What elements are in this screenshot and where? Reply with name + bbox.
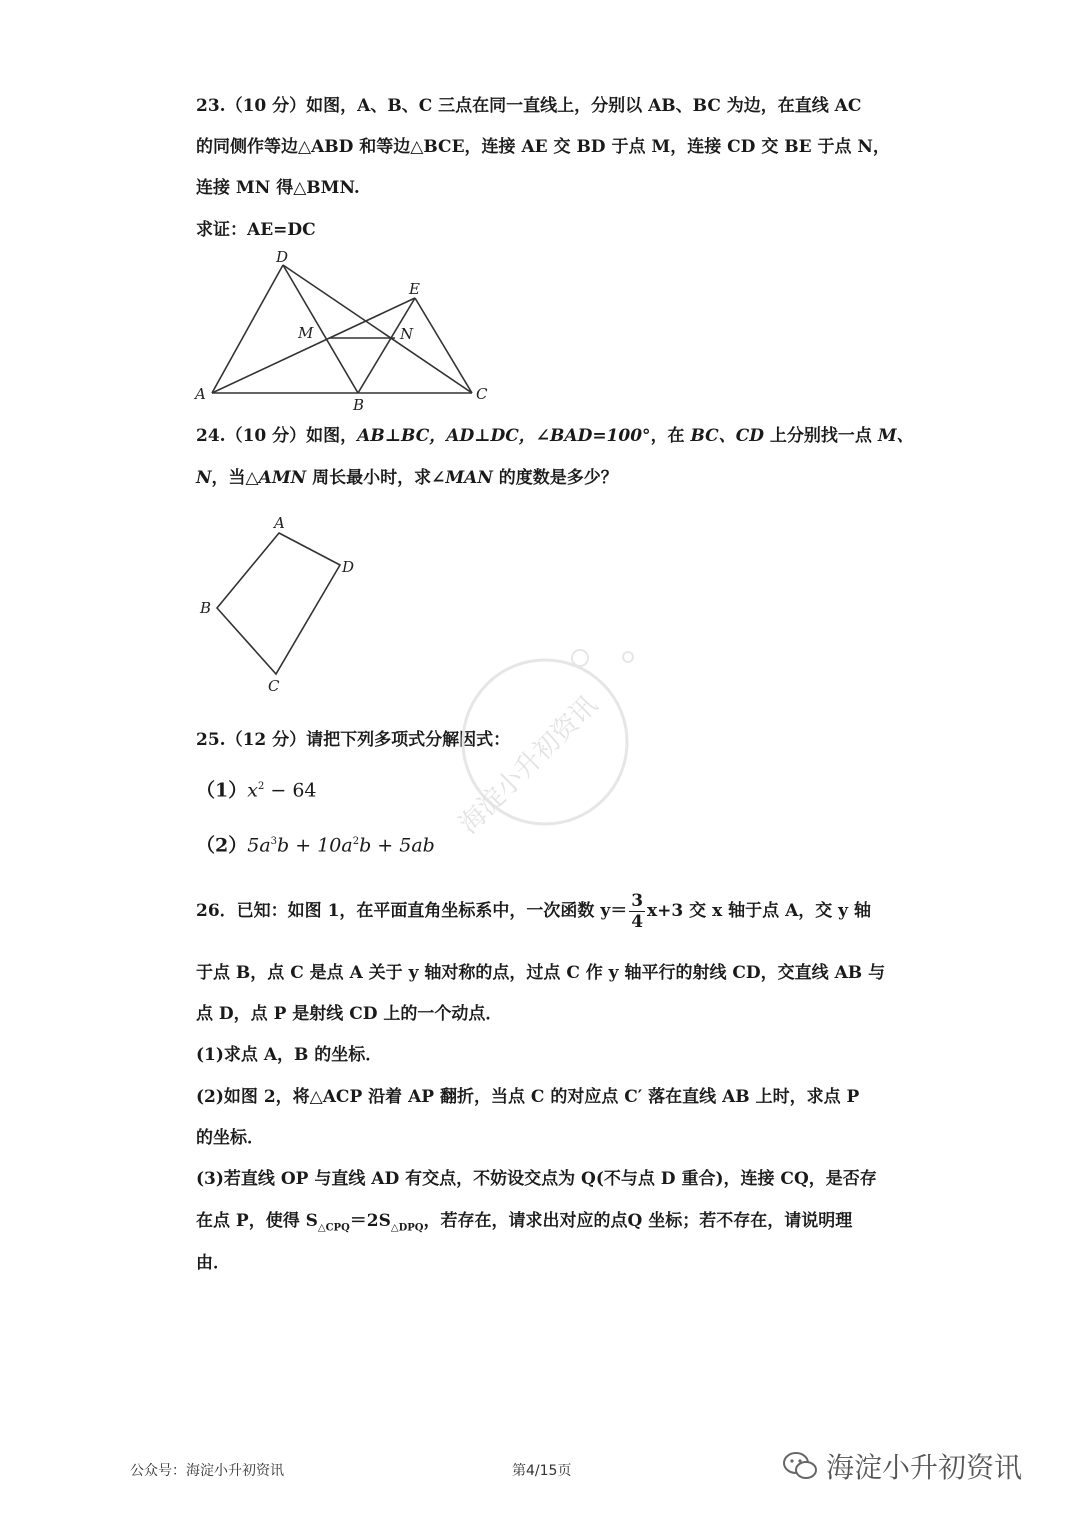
q26-frac-den: 4 bbox=[631, 912, 644, 932]
q26-fraction bbox=[629, 891, 645, 932]
q26-line2: 于点 B，点 C 是点 A 关于 y 轴对称的点，过点 C 作 y 轴平行的射线 CD，交直线 AB 与 bbox=[196, 963, 886, 983]
q23-line3: 连接 MN 得△BMN. bbox=[196, 178, 360, 198]
footer-account: 公众号：海淀小升初资讯 bbox=[130, 1463, 284, 1479]
q24-l2c: AMN bbox=[258, 468, 307, 488]
q26-l8-sub1: △CPQ bbox=[317, 1222, 350, 1234]
q23-label-b: B bbox=[353, 396, 365, 413]
q25-p2-label: （2） bbox=[196, 834, 248, 857]
q23-prove: 求证：AE=DC bbox=[196, 220, 316, 240]
q24-line2 bbox=[196, 466, 618, 490]
q23-label-c: C bbox=[476, 385, 488, 403]
q23-line-ec bbox=[415, 298, 472, 393]
q25-p2-c: b + 5ab bbox=[359, 834, 435, 857]
q26-l8-sub2: △DPQ bbox=[390, 1222, 424, 1234]
q23-line2: 的同侧作等边△ABD 和等边△BCE，连接 AE 交 BD 于点 M，连接 CD 交 BE 于点 N， bbox=[196, 137, 890, 157]
q25-part2 bbox=[196, 830, 435, 857]
q26-line5: (2)如图 2，将△ACP 沿着 AP 翻折，当点 C 的对应点 C′ 落在直线 AB 上时，求点 P bbox=[196, 1087, 860, 1107]
q26-line6: 的坐标． bbox=[196, 1128, 264, 1148]
q24-label-b: B bbox=[200, 599, 212, 617]
footer-page-number: 第4/15页 bbox=[512, 1463, 572, 1479]
q24-quadrilateral bbox=[217, 533, 340, 674]
q24-l1d: BC、CD bbox=[690, 426, 764, 446]
q25-p2-b-exp: 2 bbox=[352, 836, 360, 847]
q26-line7: (3)若直线 OP 与直线 AD 有交点，不妨设交点为 Q(不与点 D 重合)，连接 CQ，是否存 bbox=[196, 1169, 877, 1189]
stamp-text: 海淀小升初资讯 bbox=[453, 690, 604, 840]
q26-l8a: 在点 P，使得 S bbox=[196, 1211, 318, 1231]
q25-p1-label: （1） bbox=[196, 779, 248, 802]
q26-line4: (1)求点 A，B 的坐标． bbox=[196, 1045, 383, 1065]
q24-l2b: ，当△ bbox=[211, 468, 259, 488]
q23-line-ae bbox=[212, 298, 415, 393]
q24-l2e: MAN bbox=[445, 468, 493, 488]
q24-l1c: ，在 bbox=[650, 426, 691, 446]
q25-p1-exp: 2 bbox=[257, 781, 265, 792]
q24-l1a: 24.（10 分）如图， bbox=[196, 426, 358, 446]
q23-label-d: D bbox=[276, 248, 289, 266]
q24-label-c: C bbox=[268, 677, 280, 695]
q25-title: 25.（12 分）请把下列多项式分解因式： bbox=[196, 730, 511, 750]
q23-figure bbox=[190, 248, 500, 413]
q26-line8 bbox=[196, 1209, 852, 1240]
q23-line-db bbox=[283, 265, 358, 393]
q24-label-d: D bbox=[342, 558, 355, 576]
q23-label-m: M bbox=[298, 324, 314, 342]
q24-l2d: 周长最小时，求∠ bbox=[306, 468, 446, 488]
q26-line9: 由． bbox=[196, 1253, 230, 1273]
q23-label-n: N bbox=[400, 325, 414, 343]
footer-watermark: 海淀小升初资讯 bbox=[826, 1451, 1023, 1484]
q24-l1f: M、 bbox=[877, 426, 914, 446]
q26-l1b: x+3 交 x 轴于点 A，交 y 轴 bbox=[647, 901, 871, 921]
q26-l1a: 26．已知：如图 1，在平面直角坐标系中，一次函数 y＝ bbox=[196, 901, 628, 921]
q23-line-be bbox=[358, 298, 415, 393]
q26-l8b: ＝2S bbox=[349, 1211, 391, 1231]
wechat-icon bbox=[782, 1450, 818, 1482]
q25-p2-a-exp: 3 bbox=[270, 836, 278, 847]
q24-figure bbox=[190, 508, 370, 698]
q23-line-ad bbox=[212, 265, 283, 393]
q25-p1-rest: − 64 bbox=[264, 779, 317, 802]
q24-l1b: AB⊥BC，AD⊥DC，∠BAD=100° bbox=[357, 426, 651, 446]
q23-label-e: E bbox=[409, 280, 420, 298]
q24-l2f: 的度数是多少？ bbox=[492, 468, 618, 488]
q25-part1 bbox=[196, 775, 317, 802]
q26-line1 bbox=[196, 888, 871, 934]
q24-l2a: N bbox=[196, 468, 212, 488]
q23-label-a: A bbox=[195, 385, 206, 403]
q24-line1 bbox=[196, 424, 914, 448]
q24-label-a: A bbox=[274, 514, 285, 532]
q23-line1: 23.（10 分）如图，A、B、C 三点在同一直线上，分别以 AB、BC 为边，在直线 AC bbox=[196, 96, 862, 116]
q24-l1e: 上分别找一点 bbox=[763, 426, 878, 446]
q25-p1-x: x bbox=[247, 779, 258, 802]
q26-frac-num: 3 bbox=[631, 891, 644, 911]
q25-p2-b: b + 10a bbox=[277, 834, 353, 857]
stamp-watermark bbox=[440, 630, 670, 860]
q26-line3: 点 D，点 P 是射线 CD 上的一个动点． bbox=[196, 1004, 503, 1024]
q26-l8c: ，若存在，请求出对应的点Q 坐标；若不存在，请说明理 bbox=[423, 1211, 853, 1231]
q25-p2-a: 5a bbox=[247, 834, 271, 857]
